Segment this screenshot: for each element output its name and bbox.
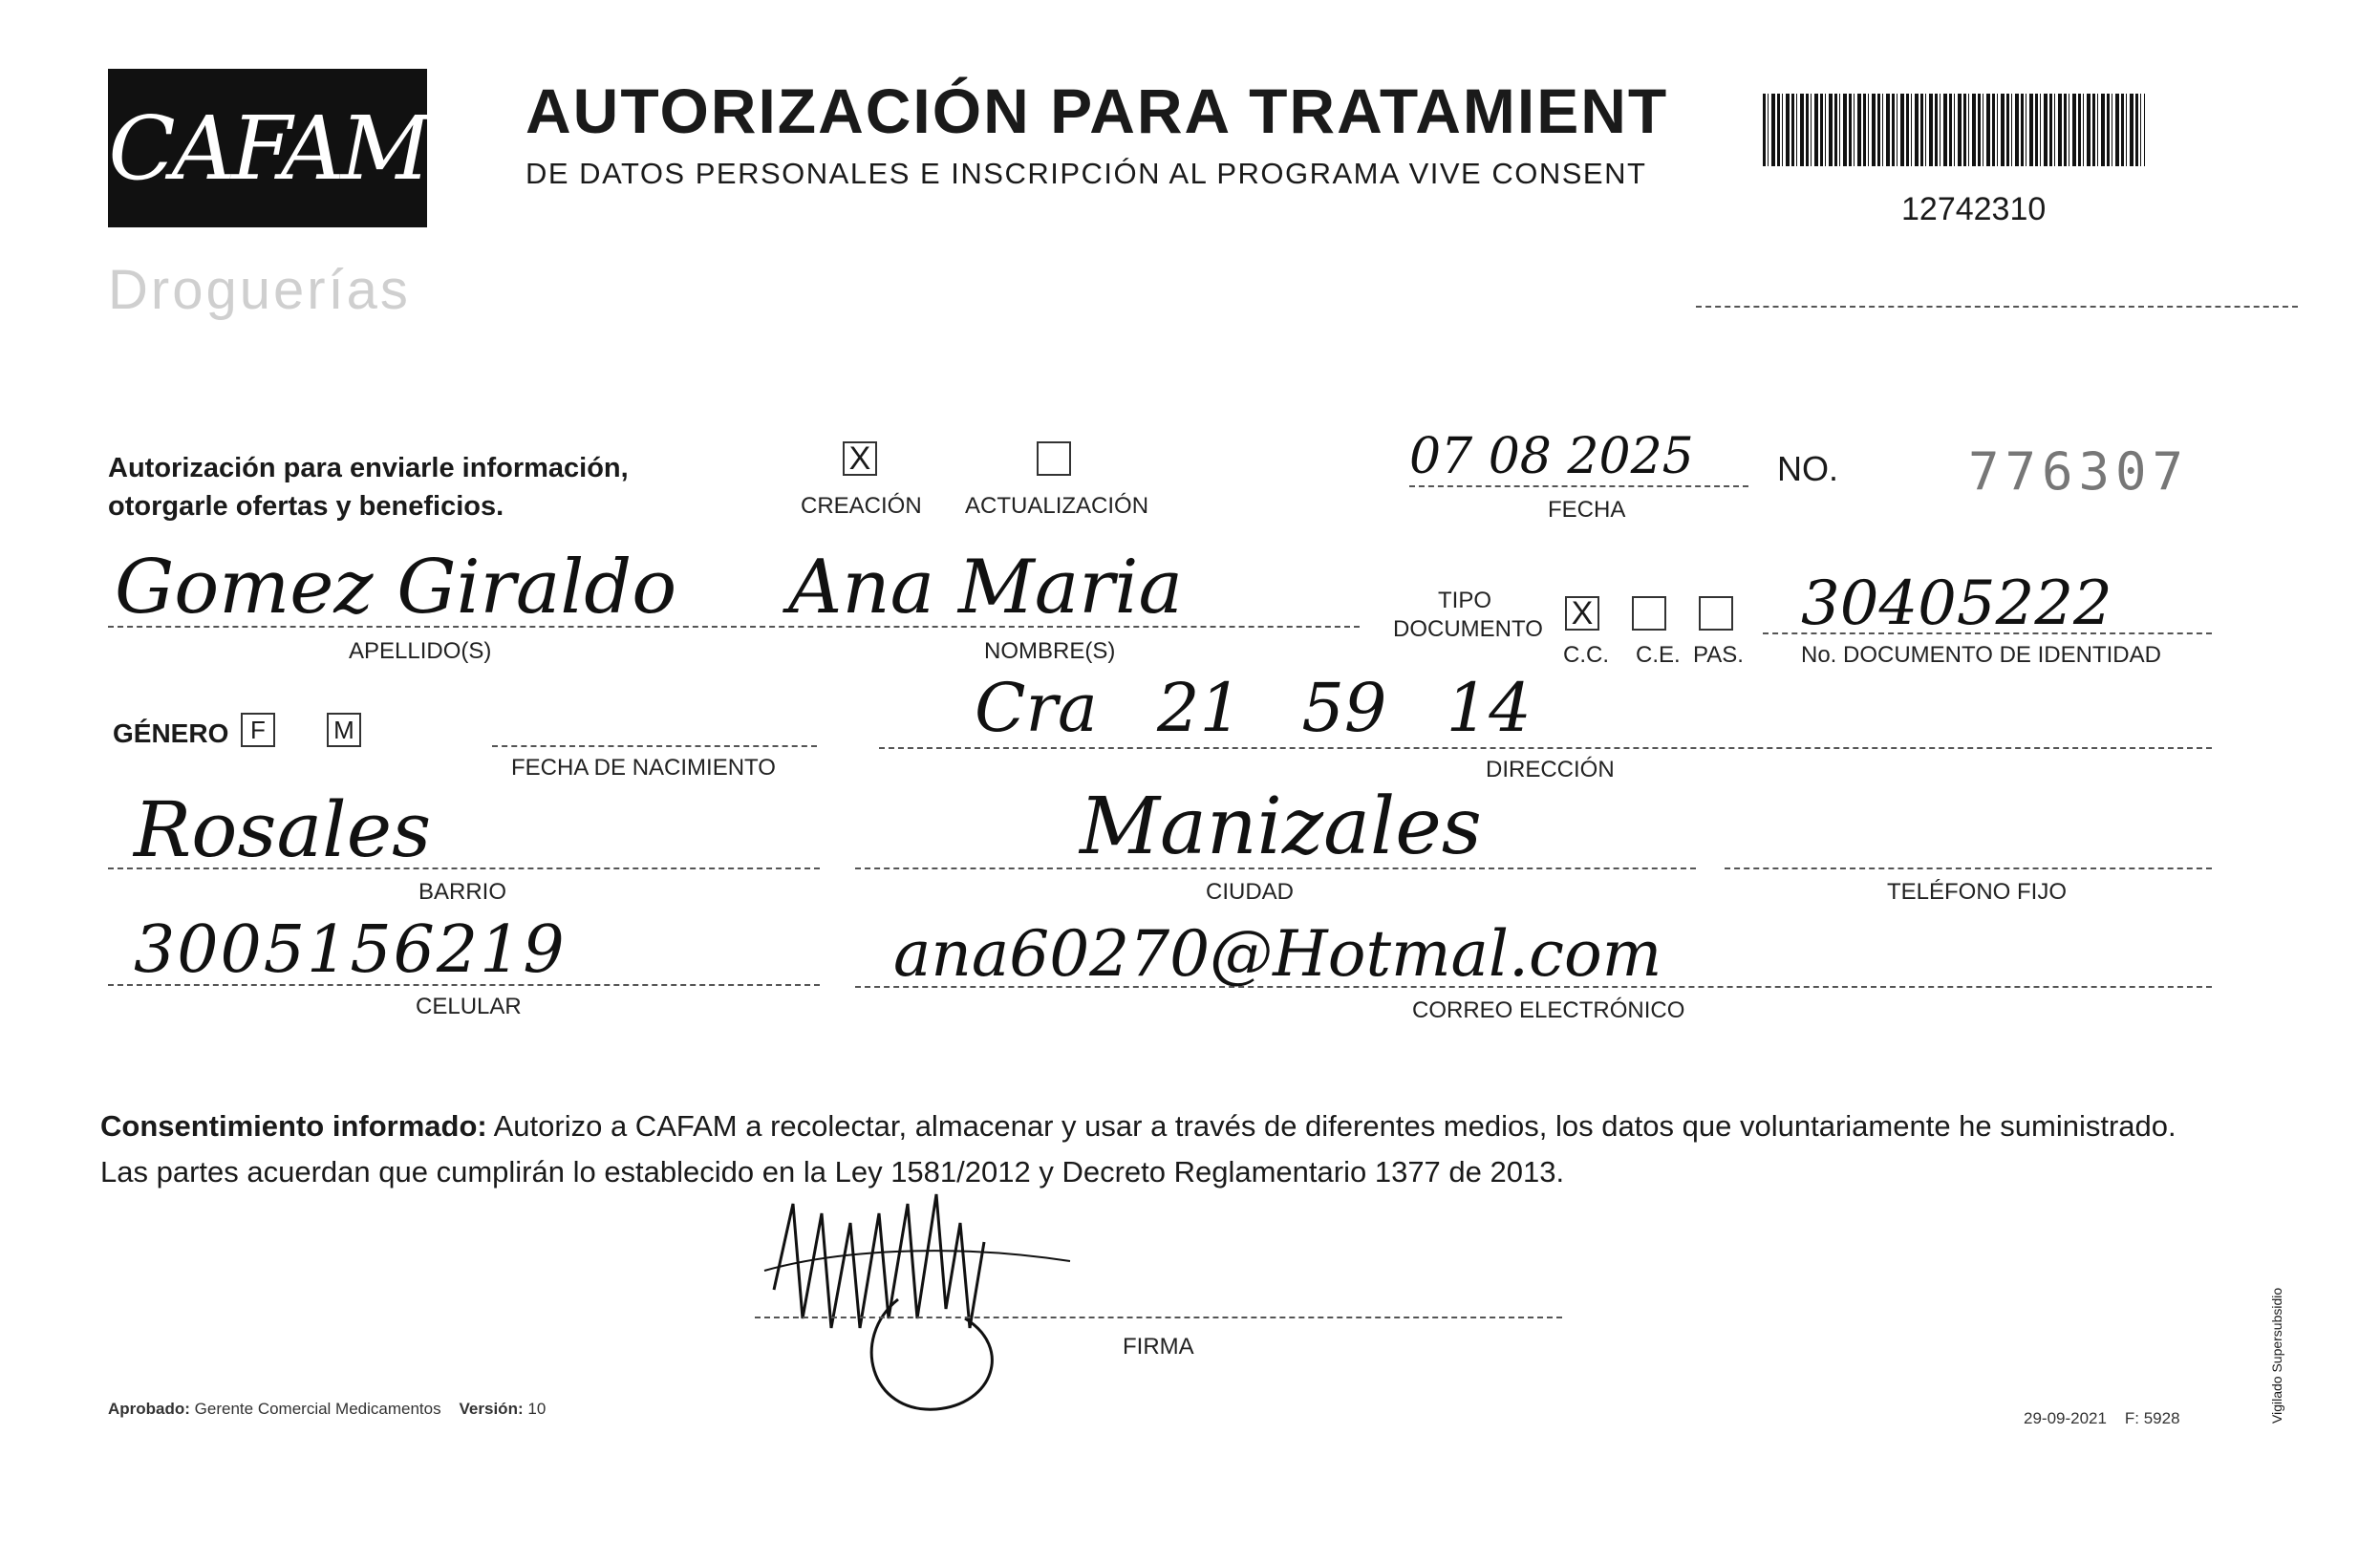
pas-checkbox[interactable]	[1699, 596, 1733, 631]
creacion-label: CREACIÓN	[801, 493, 922, 519]
vigilado-text: Vigilado Supersubsidio	[2269, 1287, 2284, 1424]
heading-line-2: otorgarle ofertas y beneficios.	[108, 491, 504, 522]
f-code: F: 5928	[2124, 1409, 2180, 1427]
nombres-label: NOMBRE(S)	[984, 638, 1116, 664]
correo-label: CORREO ELECTRÓNICO	[1412, 997, 1685, 1023]
barcode-number: 12742310	[1901, 191, 2047, 227]
documento-label: DOCUMENTO	[1393, 616, 1543, 642]
heading-line-1: Autorización para enviarle información,	[108, 453, 629, 483]
ce-checkbox[interactable]	[1632, 596, 1666, 631]
doc-value[interactable]: 30405222	[1801, 568, 2112, 639]
creacion-mark: X	[848, 440, 871, 477]
barrio-value[interactable]: Rosales	[134, 785, 432, 874]
top-divider	[1696, 306, 2298, 308]
direccion-label: DIRECCIÓN	[1486, 757, 1615, 782]
firma-line[interactable]	[755, 1317, 1562, 1318]
f-label: F	[250, 716, 266, 744]
doc-label: No. DOCUMENTO DE IDENTIDAD	[1801, 642, 2161, 668]
apellidos-label: APELLIDO(S)	[349, 638, 492, 664]
no-value: 776307	[1968, 441, 2190, 502]
cc-label: C.C.	[1563, 642, 1609, 668]
cafam-logo	[108, 69, 427, 227]
telefono-label: TELÉFONO FIJO	[1887, 879, 2068, 905]
genero-m-checkbox[interactable]	[327, 713, 361, 747]
aprobado-value: Gerente Comercial Medicamentos	[194, 1400, 441, 1418]
logo-text: CAFAM	[108, 96, 427, 200]
consent-text	[100, 1103, 2231, 1195]
nacimiento-line[interactable]	[492, 745, 817, 747]
version-value: 10	[527, 1400, 547, 1418]
logo-subtitle: Droguerías	[108, 259, 411, 321]
m-label: M	[333, 716, 354, 744]
consent-bold: Consentimiento informado:	[100, 1109, 487, 1143]
firma-label: FIRMA	[1123, 1334, 1194, 1360]
ce-label: C.E.	[1636, 642, 1681, 668]
nacimiento-label: FECHA DE NACIMIENTO	[511, 755, 776, 781]
nombres-value[interactable]: Ana Maria	[788, 545, 1183, 631]
form-subtitle: DE DATOS PERSONALES E INSCRIPCIÓN AL PROGRAMA VIVE CONSENT	[525, 157, 1647, 190]
celular-label: CELULAR	[416, 994, 522, 1019]
creacion-checkbox[interactable]	[843, 441, 877, 476]
genero-label: GÉNERO	[113, 718, 229, 748]
direccion-value[interactable]: Cra 21 59 14	[975, 669, 1532, 747]
telefono-line[interactable]	[1725, 867, 2212, 869]
no-label: NO.	[1777, 449, 1839, 488]
aprobado	[108, 1400, 546, 1419]
fecha-label: FECHA	[1548, 497, 1626, 523]
pas-label: PAS.	[1693, 642, 1744, 668]
apellidos-value[interactable]: Gomez Giraldo	[115, 545, 677, 631]
direccion-line	[879, 747, 2212, 749]
date-code: 29-09-2021	[2024, 1409, 2107, 1427]
fecha-value[interactable]: 07 08 2025	[1409, 428, 1748, 487]
consent-line-1: Autorizo a CAFAM a recolectar, almacenar y usar a través de diferentes medios, los datos que voluntariamente he suministrado.	[486, 1109, 2176, 1143]
celular-value[interactable]: 3005156219	[134, 912, 567, 988]
barrio-label: BARRIO	[418, 879, 507, 905]
signature	[755, 1185, 1099, 1424]
genero-f-checkbox[interactable]	[241, 713, 275, 747]
tipo-label: TIPO	[1438, 588, 1492, 613]
form-title: AUTORIZACIÓN PARA TRATAMIENT	[525, 75, 1669, 146]
ciudad-value[interactable]: Manizales	[1080, 782, 1482, 872]
aprobado-label: Aprobado:	[108, 1400, 190, 1418]
actualizacion-label: ACTUALIZACIÓN	[965, 493, 1149, 519]
ciudad-label: CIUDAD	[1206, 879, 1295, 905]
correo-value[interactable]: ana60270@Hotmal.com	[893, 917, 1662, 991]
cc-mark: X	[1571, 595, 1594, 632]
consent-line-2: Las partes acuerdan que cumplirán lo establecido en la Ley 1581/2012 y Decreto Reglamentario 1377 de 2013.	[100, 1155, 1565, 1189]
barcode	[1763, 94, 2145, 166]
form-heading	[108, 449, 629, 525]
actualizacion-checkbox[interactable]	[1037, 441, 1071, 476]
version-label: Versión:	[459, 1400, 524, 1418]
footer-codes	[2024, 1409, 2180, 1428]
cc-checkbox[interactable]	[1565, 596, 1599, 631]
